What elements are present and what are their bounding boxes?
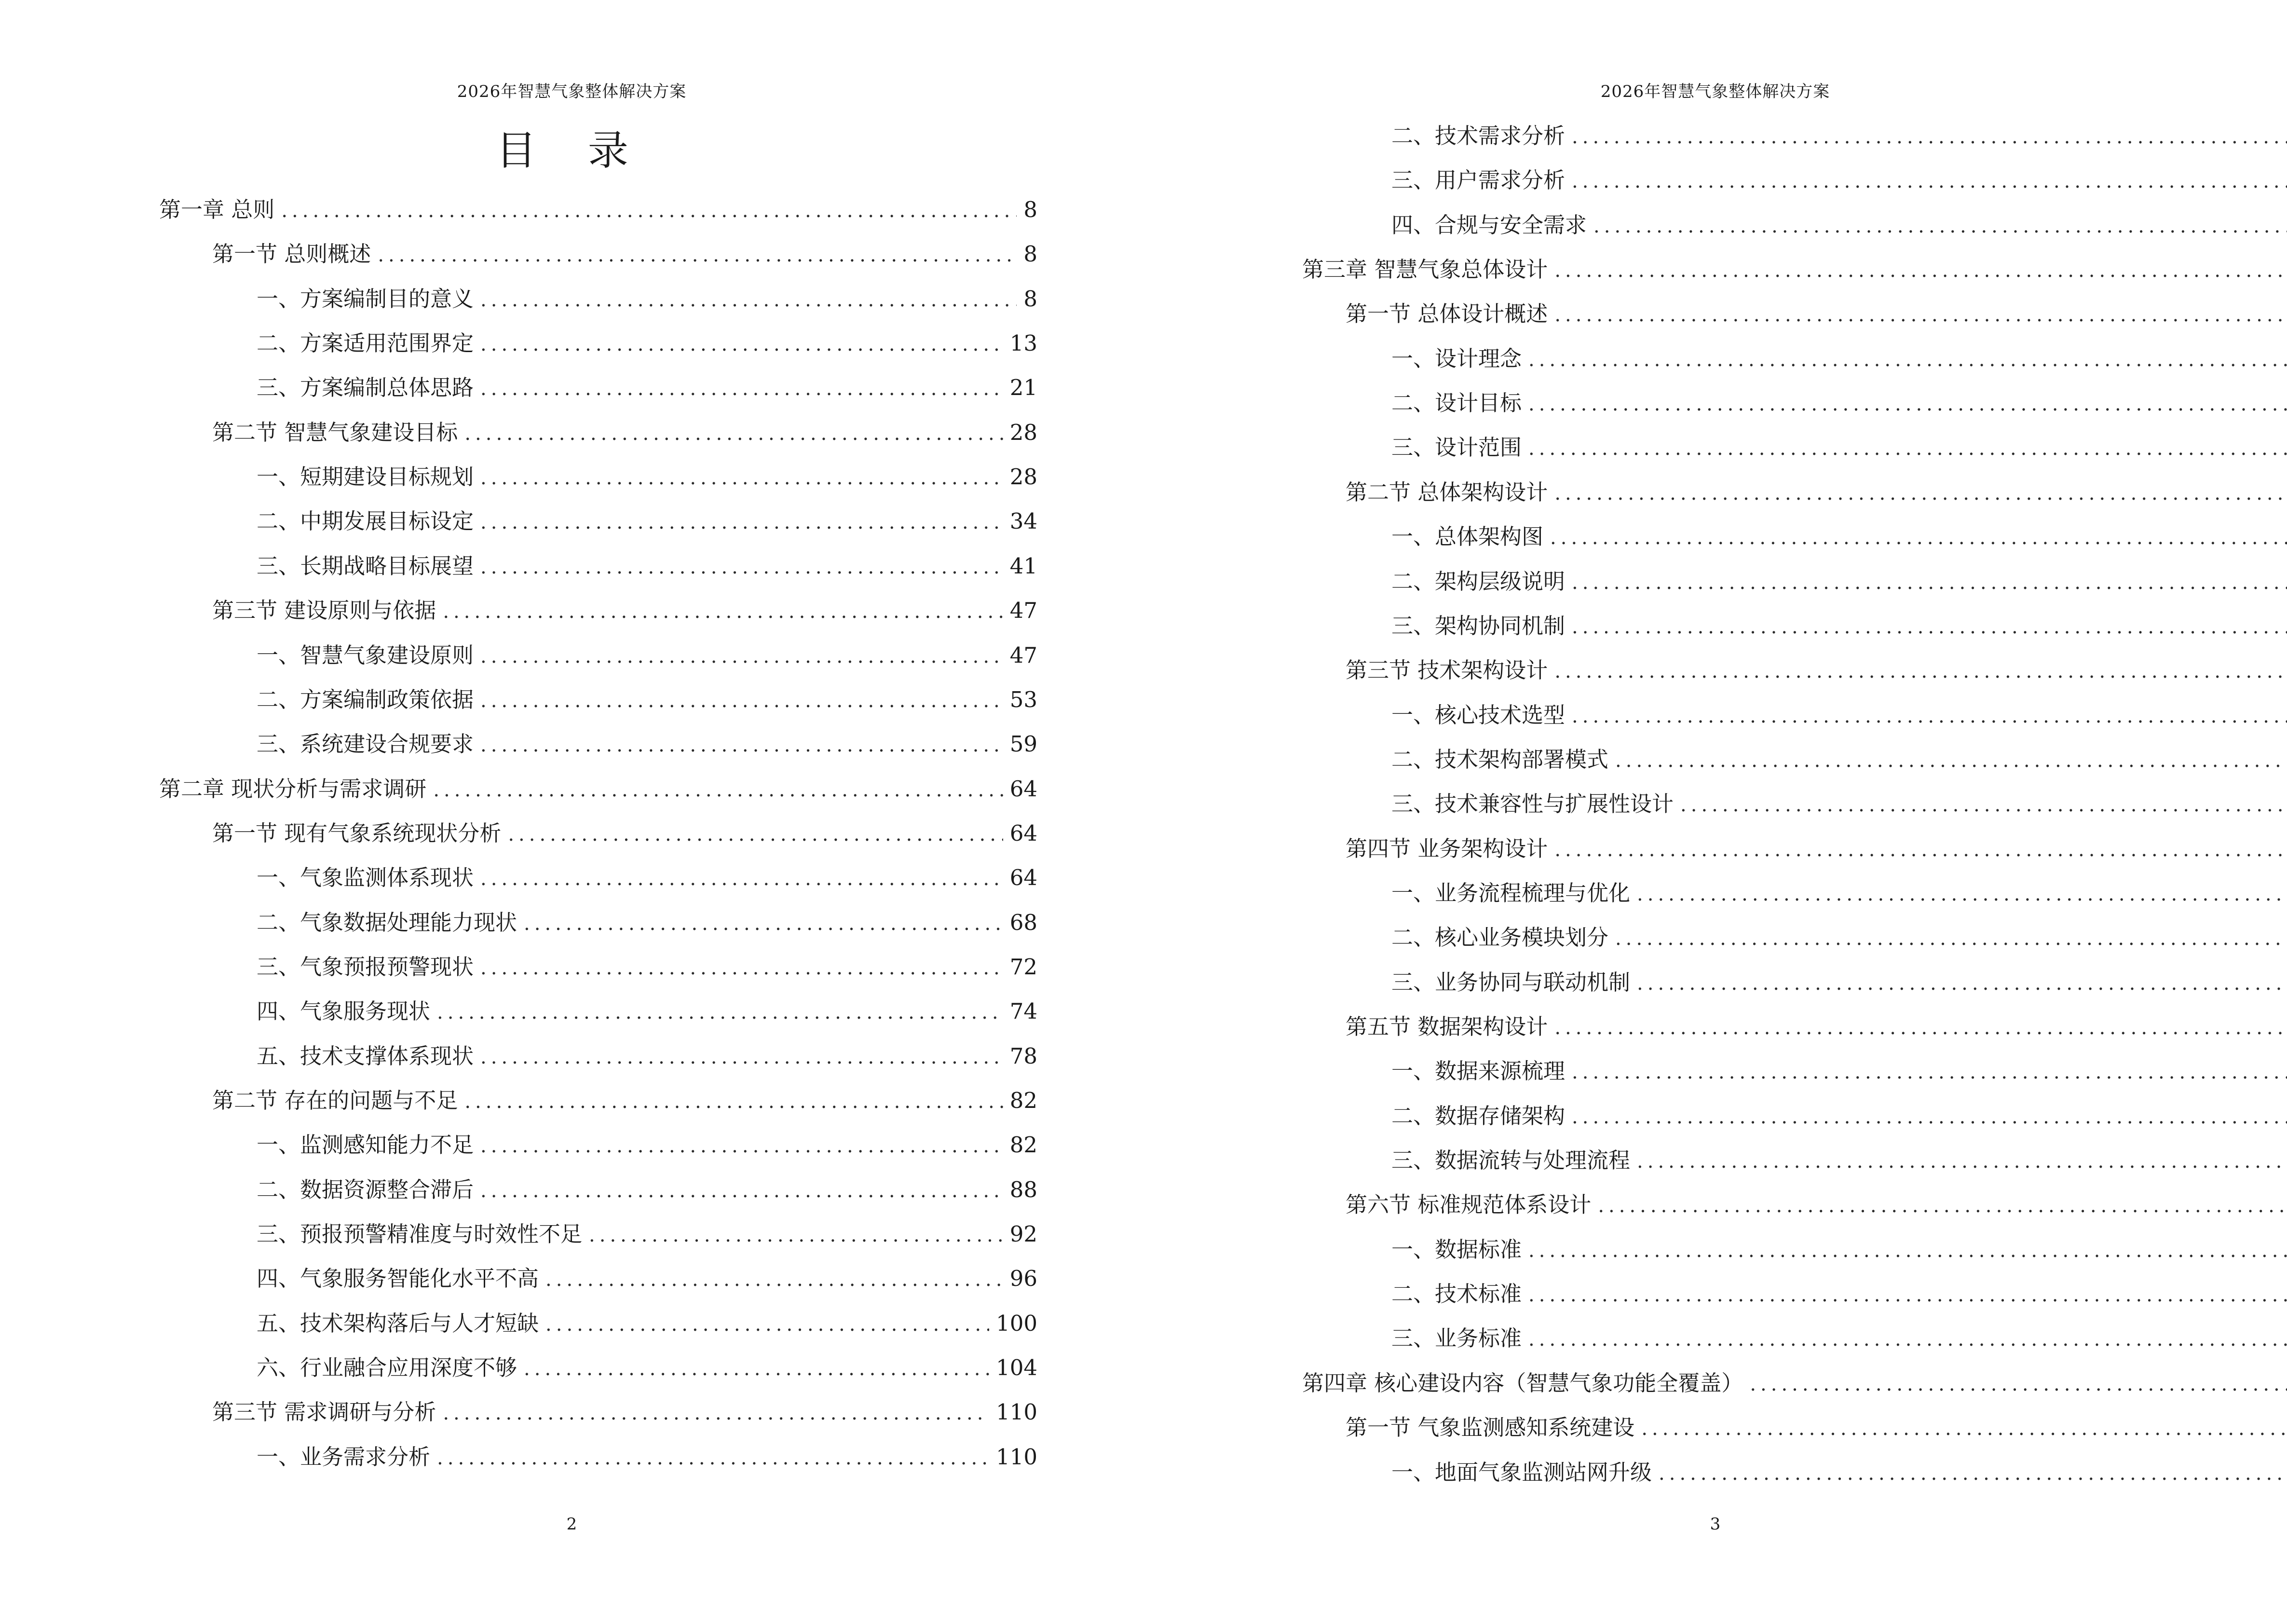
toc-subsection-entry[interactable] <box>1391 1144 2287 1188</box>
toc-entry-page: 64 <box>1009 865 1037 891</box>
toc-leader-dots <box>480 1174 1003 1208</box>
right-page <box>1144 0 2287 1624</box>
toc-entry-label: 二、气象数据处理能力现状 <box>257 909 517 935</box>
toc-entry-page: 8 <box>1023 241 1037 267</box>
toc-entry-label: 第五节 数据架构设计 <box>1346 1014 1548 1039</box>
toc-entry-page: 100 <box>996 1310 1037 1336</box>
toc-section-entry[interactable] <box>1346 476 2287 520</box>
toc-entry-label: 第二节 总体架构设计 <box>1346 479 1548 505</box>
toc-entry-label: 三、设计范围 <box>1391 435 1522 461</box>
toc-entry-label: 第三章 智慧气象总体设计 <box>1302 257 1548 283</box>
toc-entry-label: 一、气象监测体系现状 <box>257 865 474 891</box>
toc-entry-label: 三、系统建设合规要求 <box>257 731 474 757</box>
toc-leader-dots <box>443 595 1003 628</box>
toc-subsection-entry[interactable] <box>257 1262 1037 1306</box>
toc-entry-label: 第六节 标准规范体系设计 <box>1346 1192 1592 1218</box>
toc-leader-dots <box>378 238 1017 272</box>
toc-subsection-entry[interactable] <box>257 683 1037 727</box>
toc-subsection-entry[interactable] <box>1391 787 2287 832</box>
toc-entry-label: 第二节 存在的问题与不足 <box>212 1088 458 1113</box>
toc-entry-label: 第一节 总体设计概述 <box>1346 301 1548 327</box>
toc-subsection-entry[interactable] <box>1391 1322 2287 1366</box>
toc-entry-label: 一、总体架构图 <box>1391 524 1544 550</box>
toc-subsection-entry[interactable] <box>257 1351 1037 1395</box>
toc-subsection-entry[interactable] <box>1391 698 2287 743</box>
toc-leader-dots <box>1615 744 2287 778</box>
toc-subsection-entry[interactable] <box>1391 1277 2287 1322</box>
toc-leader-dots <box>281 194 1017 228</box>
toc-entry-label: 一、监测感知能力不足 <box>257 1132 474 1158</box>
toc-entry-page: 8 <box>1023 286 1037 312</box>
toc-section-entry[interactable] <box>212 594 1037 638</box>
toc-subsection-entry[interactable] <box>257 727 1037 772</box>
toc-leader-dots <box>1750 1367 2287 1401</box>
toc-section-entry[interactable] <box>1346 1411 2287 1455</box>
page-number: 3 <box>1710 1515 1721 1534</box>
toc-leader-dots <box>1554 833 2287 867</box>
toc-entry-page: 59 <box>1009 731 1037 757</box>
toc-entry-page: 88 <box>1009 1176 1037 1202</box>
toc-entry-label: 二、核心业务模块划分 <box>1391 925 1609 951</box>
toc-entry-label: 一、地面气象监测站网升级 <box>1391 1459 1652 1485</box>
toc-subsection-entry[interactable] <box>1391 119 2287 164</box>
toc-subsection-entry[interactable] <box>257 1440 1037 1485</box>
toc-entry-label: 第三节 技术架构设计 <box>1346 657 1548 683</box>
toc-section-entry[interactable] <box>212 237 1037 282</box>
toc-subsection-entry[interactable] <box>1391 520 2287 564</box>
toc-entry-label: 第二章 现状分析与需求调研 <box>159 776 427 802</box>
toc-leader-dots <box>480 728 1003 762</box>
toc-leader-dots <box>480 1040 1003 1074</box>
toc-entry-label: 二、技术标准 <box>1391 1281 1522 1307</box>
toc-subsection-entry[interactable] <box>1391 1099 2287 1144</box>
toc-leader-dots <box>1615 922 2287 955</box>
toc-entry-label: 三、数据流转与处理流程 <box>1391 1147 1631 1174</box>
toc-entry-label: 六、行业融合应用深度不够 <box>257 1355 517 1381</box>
toc-subsection-entry[interactable] <box>1391 164 2287 208</box>
toc-entry-label: 一、智慧气象建设原则 <box>257 642 474 668</box>
toc-entry-label: 三、预报预警精准度与时效性不足 <box>257 1221 583 1247</box>
toc-entry-label: 第一节 气象监测感知系统建设 <box>1346 1415 1635 1441</box>
toc-entry-label: 四、气象服务智能化水平不高 <box>257 1266 539 1292</box>
toc-leader-dots <box>480 328 1003 361</box>
toc-entry-label: 一、方案编制目的意义 <box>257 286 474 312</box>
toc-leader-dots <box>545 1263 1003 1296</box>
toc-entry-label: 第一节 现有气象系统现状分析 <box>212 820 502 846</box>
toc-entry-page: 68 <box>1009 909 1037 935</box>
toc-entry-label: 一、核心技术选型 <box>1391 702 1566 728</box>
toc-entry-label: 第四章 核心建设内容（智慧气象功能全覆盖） <box>1302 1370 1743 1396</box>
toc-entry-page: 82 <box>1009 1088 1037 1113</box>
toc-subsection-entry[interactable] <box>257 549 1037 594</box>
toc-leader-dots <box>1680 788 2287 822</box>
page-number: 2 <box>566 1515 577 1534</box>
toc-leader-dots <box>1572 120 2287 154</box>
toc-subsection-entry[interactable] <box>257 1173 1037 1217</box>
toc-entry-page: 47 <box>1009 642 1037 668</box>
toc-leader-dots <box>1641 1412 2287 1446</box>
toc-entry-page: 78 <box>1009 1043 1037 1069</box>
toc-entry-label: 一、数据标准 <box>1391 1236 1522 1262</box>
toc-subsection-entry[interactable] <box>257 371 1037 415</box>
toc-leader-dots <box>433 773 1003 807</box>
toc-entry-page: 8 <box>1023 197 1037 222</box>
toc-entry-label: 第三节 需求调研与分析 <box>212 1399 436 1425</box>
toc-leader-dots <box>1554 298 2287 332</box>
toc-subsection-entry[interactable] <box>257 1128 1037 1173</box>
toc-subsection-entry[interactable] <box>257 327 1037 371</box>
toc-entry-label: 二、中期发展目标设定 <box>257 508 474 534</box>
toc-entry-label: 三、技术兼容性与扩展性设计 <box>1391 791 1674 817</box>
toc-entry-page: 34 <box>1009 508 1037 534</box>
toc-entry-label: 二、方案编制政策依据 <box>257 686 474 712</box>
toc-entry-page: 92 <box>1009 1221 1037 1247</box>
toc-entry-label: 四、气象服务现状 <box>257 998 431 1024</box>
toc-entry-label: 二、技术架构部署模式 <box>1391 746 1609 772</box>
toc-subsection-entry[interactable] <box>257 639 1037 683</box>
toc-subsection-entry[interactable] <box>257 1217 1037 1262</box>
toc-subsection-entry[interactable] <box>1391 609 2287 654</box>
toc-chapter-entry[interactable] <box>159 772 1037 817</box>
toc-title: 目 录 <box>496 127 648 174</box>
toc-entry-label: 三、用户需求分析 <box>1391 167 1566 193</box>
toc-entry-label: 二、方案适用范围界定 <box>257 330 474 356</box>
toc-subsection-entry[interactable] <box>257 1039 1037 1084</box>
toc-entry-label: 三、业务标准 <box>1391 1325 1522 1351</box>
toc-leader-dots <box>1637 877 2287 911</box>
running-header: 2026年智慧气象整体解决方案 <box>1600 82 1830 101</box>
toc-leader-dots <box>480 640 1003 673</box>
toc-entry-page: 82 <box>1009 1132 1037 1158</box>
toc-chapter-entry[interactable] <box>1302 253 2287 297</box>
toc-leader-dots <box>1598 1189 2287 1223</box>
toc-entry-page: 72 <box>1009 954 1037 980</box>
toc-leader-dots <box>464 1085 1003 1119</box>
toc-entry-page: 110 <box>996 1444 1037 1470</box>
toc-leader-dots <box>480 684 1003 718</box>
toc-leader-dots <box>437 996 1003 1029</box>
toc-entry-page: 41 <box>1009 553 1037 579</box>
toc-entry-page: 96 <box>1009 1266 1037 1292</box>
toc-leader-dots <box>1572 1100 2287 1134</box>
toc-entry-label: 第一节 总则概述 <box>212 241 371 267</box>
toc-subsection-entry[interactable] <box>1391 876 2287 921</box>
toc-entry-label: 五、技术架构落后与人才短缺 <box>257 1310 539 1336</box>
toc-leader-dots <box>524 1352 989 1386</box>
toc-leader-dots <box>589 1218 1003 1252</box>
toc-subsection-entry[interactable] <box>1391 565 2287 609</box>
toc-leader-dots <box>480 951 1003 985</box>
toc-entry-label: 二、数据资源整合滞后 <box>257 1176 474 1202</box>
toc-leader-dots <box>443 1396 989 1430</box>
toc-leader-dots <box>480 283 1017 317</box>
toc-entry-page: 104 <box>996 1355 1037 1381</box>
toc-leader-dots <box>480 461 1003 495</box>
toc-section-entry[interactable] <box>212 416 1037 460</box>
toc-leader-dots <box>1572 1055 2287 1089</box>
toc-subsection-entry[interactable] <box>1391 1054 2287 1099</box>
toc-leader-dots <box>437 1441 989 1475</box>
toc-section-entry[interactable] <box>1346 1188 2287 1232</box>
toc-entry-label: 第四节 业务架构设计 <box>1346 835 1548 861</box>
toc-subsection-entry[interactable] <box>257 505 1037 549</box>
toc-entry-label: 二、技术需求分析 <box>1391 123 1566 149</box>
toc-entry-label: 一、短期建设目标规划 <box>257 464 474 490</box>
toc-subsection-entry[interactable] <box>257 950 1037 995</box>
toc-subsection-entry[interactable] <box>257 282 1037 327</box>
toc-entry-label: 一、业务需求分析 <box>257 1444 431 1470</box>
toc-subsection-entry[interactable] <box>1391 342 2287 386</box>
toc-leader-dots <box>1572 699 2287 733</box>
toc-leader-dots <box>480 372 1003 406</box>
toc-subsection-entry[interactable] <box>1391 921 2287 965</box>
toc-section-entry[interactable] <box>1346 654 2287 698</box>
toc-subsection-entry[interactable] <box>1391 966 2287 1010</box>
toc-leader-dots <box>1637 967 2287 1000</box>
toc-leader-dots <box>1528 1234 2287 1268</box>
toc-leader-dots <box>1528 387 2287 421</box>
toc-entry-label: 三、长期战略目标展望 <box>257 553 474 579</box>
toc-subsection-entry[interactable] <box>257 861 1037 905</box>
toc-leader-dots <box>1550 521 2287 555</box>
toc-leader-dots <box>1554 254 2287 287</box>
toc-leader-dots <box>480 862 1003 896</box>
toc-entry-label: 三、方案编制总体思路 <box>257 375 474 401</box>
toc-leader-dots <box>545 1308 989 1341</box>
toc-section-entry[interactable] <box>1346 297 2287 341</box>
toc-entry-label: 三、架构协同机制 <box>1391 613 1566 639</box>
toc-leader-dots <box>1593 209 2287 243</box>
toc-entry-page: 110 <box>996 1399 1037 1425</box>
toc-leader-dots <box>508 818 1003 851</box>
toc-entry-label: 三、气象预报预警现状 <box>257 954 474 980</box>
running-header: 2026年智慧气象整体解决方案 <box>457 82 687 101</box>
toc-entry-label: 五、技术支撑体系现状 <box>257 1043 474 1069</box>
toc-subsection-entry[interactable] <box>1391 386 2287 431</box>
toc-entry-page: 28 <box>1009 419 1037 445</box>
toc-entry-label: 二、架构层级说明 <box>1391 568 1566 594</box>
toc-section-entry[interactable] <box>1346 1010 2287 1054</box>
toc-leader-dots <box>1554 655 2287 688</box>
toc-leader-dots <box>1554 477 2287 510</box>
toc-leader-dots <box>524 907 1003 941</box>
toc-leader-dots <box>480 1129 1003 1163</box>
toc-entry-label: 一、设计理念 <box>1391 345 1522 371</box>
toc-subsection-entry[interactable] <box>1391 431 2287 475</box>
toc-leader-dots <box>1528 343 2287 377</box>
toc-entry-page: 21 <box>1009 375 1037 401</box>
toc-section-entry[interactable] <box>212 1084 1037 1128</box>
toc-entry-label: 二、数据存储架构 <box>1391 1103 1566 1129</box>
toc-subsection-entry[interactable] <box>1391 1233 2287 1277</box>
toc-subsection-entry[interactable] <box>1391 1456 2287 1500</box>
toc-subsection-entry[interactable] <box>257 906 1037 950</box>
toc-subsection-entry[interactable] <box>257 460 1037 505</box>
toc-entry-page: 28 <box>1009 464 1037 490</box>
toc-subsection-entry[interactable] <box>1391 743 2287 787</box>
toc-leader-dots <box>1572 164 2287 198</box>
toc-entry-label: 一、数据来源梳理 <box>1391 1058 1566 1084</box>
toc-entry-label: 四、合规与安全需求 <box>1391 212 1587 238</box>
toc-entry-page: 47 <box>1009 598 1037 624</box>
toc-section-entry[interactable] <box>212 817 1037 861</box>
toc-leader-dots <box>1528 432 2287 465</box>
toc-entry-label: 三、业务协同与联动机制 <box>1391 969 1631 995</box>
toc-leader-dots <box>480 505 1003 539</box>
toc-leader-dots <box>1528 1323 2287 1356</box>
toc-entry-label: 第二节 智慧气象建设目标 <box>212 419 458 445</box>
toc-section-entry[interactable] <box>212 1395 1037 1440</box>
toc-section-entry[interactable] <box>1346 832 2287 876</box>
toc-leader-dots <box>480 550 1003 584</box>
toc-chapter-entry[interactable] <box>1302 1366 2287 1411</box>
toc-leader-dots <box>1572 610 2287 644</box>
toc-leader-dots <box>1659 1457 2287 1490</box>
toc-entry-page: 64 <box>1009 776 1037 802</box>
toc-entry-label: 第一章 总则 <box>159 197 275 222</box>
toc-entry-page: 64 <box>1009 820 1037 846</box>
toc-chapter-entry[interactable] <box>159 193 1037 237</box>
toc-entry-page: 74 <box>1009 998 1037 1024</box>
toc-subsection-entry[interactable] <box>1391 208 2287 253</box>
toc-leader-dots <box>1637 1145 2287 1178</box>
toc-leader-dots <box>1572 566 2287 600</box>
toc-entry-label: 第三节 建设原则与依据 <box>212 598 436 624</box>
toc-entry-page: 53 <box>1009 686 1037 712</box>
toc-leader-dots <box>464 417 1003 450</box>
toc-leader-dots <box>1554 1011 2287 1045</box>
toc-subsection-entry[interactable] <box>257 1307 1037 1351</box>
toc-subsection-entry[interactable] <box>257 995 1037 1039</box>
toc-entry-label: 二、设计目标 <box>1391 390 1522 416</box>
toc-entry-page: 13 <box>1009 330 1037 356</box>
toc-leader-dots <box>1528 1278 2287 1312</box>
toc-entry-label: 一、业务流程梳理与优化 <box>1391 880 1631 906</box>
